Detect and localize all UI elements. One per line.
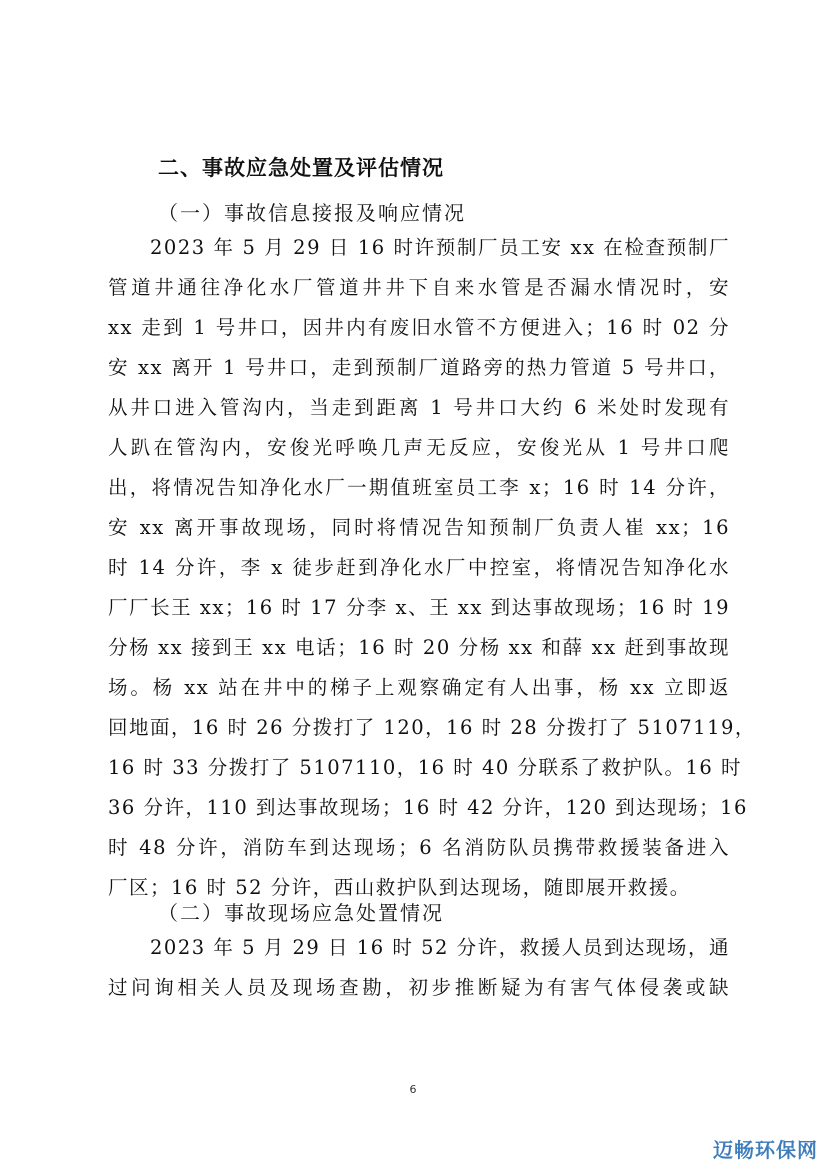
paragraph-line: 厂厂长王 xx；16 时 17 分李 x、王 xx 到达事故现场；16 时 19 [108,596,730,619]
paragraph-line: 安 xx 离开 1 号井口，走到预制厂道路旁的热力管道 5 号井口， [108,356,730,379]
paragraph-line: 人趴在管沟内，安俊光呼唤几声无反应，安俊光从 1 号井口爬 [108,436,730,459]
paragraph-1 [108,228,756,908]
paragraph-line: 2023 年 5 月 29 日 16 时许预制厂员工安 xx 在检查预制厂 [150,236,730,259]
paragraph-line: 时 14 分许，李 x 徒步赶到净化水厂中控室，将情况告知净化水 [108,556,730,579]
paragraph-line: 厂区；16 时 52 分许，西山救护队到达现场，随即展开救援。 [108,876,691,899]
page-number: 6 [409,1083,417,1096]
paragraph-line: 管道井通往净化水厂管道井井下自来水管是否漏水情况时，安 [108,276,730,299]
watermark-logo: 迈畅环保网 [713,1138,818,1162]
paragraph-line: 过问询相关人员及现场查勘，初步推断疑为有害气体侵袭或缺 [108,976,730,999]
paragraph-line: 时 48 分许，消防车到达现场；6 名消防队员携带救援装备进入 [108,836,730,859]
paragraph-line: 场。杨 xx 站在井中的梯子上观察确定有人出事，杨 xx 立即返 [108,676,730,699]
paragraph-line: xx 走到 1 号井口，因井内有废旧水管不方便进入；16 时 02 分 [108,316,730,339]
paragraph-line: 从井口进入管沟内，当走到距离 1 号井口大约 6 米处时发现有 [108,396,730,419]
paragraph-line: 2023 年 5 月 29 日 16 时 52 分许，救援人员到达现场，通 [150,936,730,959]
subsection-heading-1: （一）事故信息接报及响应情况 [158,201,466,225]
paragraph-line: 安 xx 离开事故现场，同时将情况告知预制厂负责人崔 xx；16 [108,516,730,539]
subsection-heading-2: （二）事故现场应急处置情况 [158,901,444,925]
paragraph-line: 回地面，16 时 26 分拨打了 120，16 时 28 分拨打了 5107119， [108,716,756,739]
paragraph-line: 36 分许，110 到达事故现场；16 时 42 分许，120 到达现场；16 [108,796,748,819]
section-heading: 二、事故应急处置及评估情况 [158,156,444,180]
paragraph-line: 出，将情况告知净化水厂一期值班室员工李 x；16 时 14 分许， [108,476,730,499]
paragraph-line: 16 时 33 分拨打了 5107110，16 时 40 分联系了救护队。16 时 [108,756,742,779]
paragraph-line: 分杨 xx 接到王 xx 电话；16 时 20 分杨 xx 和薛 xx 赶到事故现 [108,636,730,659]
paragraph-2 [108,928,730,1008]
